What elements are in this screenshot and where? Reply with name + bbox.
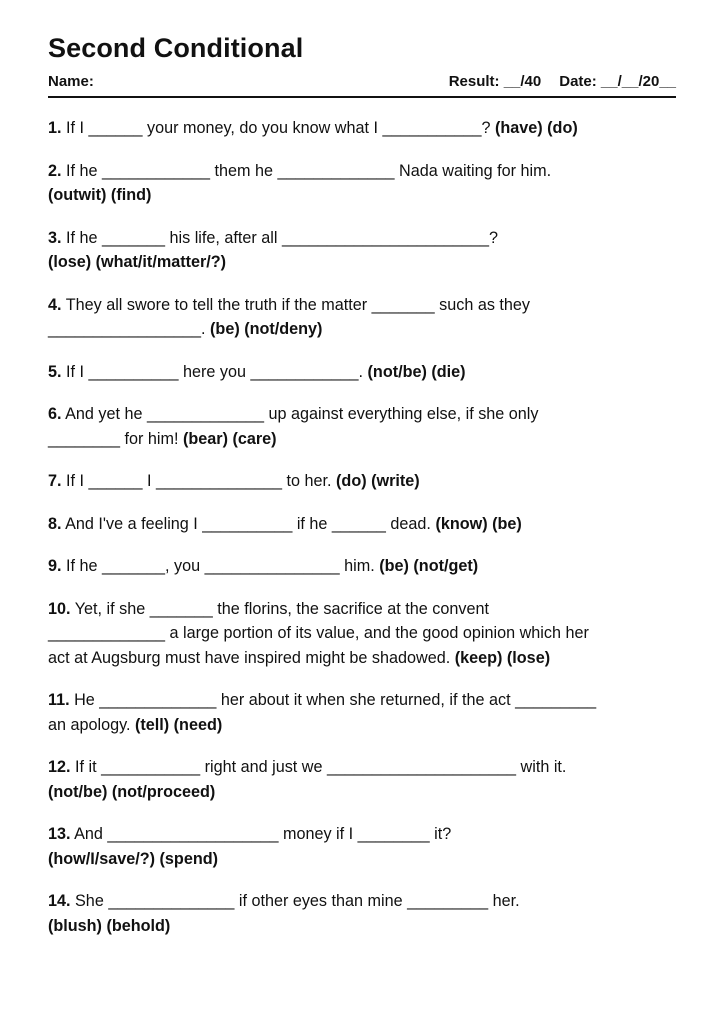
question-13: [48, 822, 676, 871]
question-text: They all swore to tell the truth if the matter _______ such as they: [61, 295, 531, 314]
question-hint: (know) (be): [435, 514, 522, 533]
question-text: He _____________ her about it when she returned, if the act _________: [69, 691, 597, 709]
question-list: [48, 116, 676, 938]
question-text: If I ______ your money, do you know what I ___________?: [61, 119, 495, 137]
question-3: [48, 226, 676, 275]
question-text: And ___________________ money if I ________ it?: [70, 825, 452, 843]
question-text-line2: an apology.: [48, 715, 135, 734]
question-hint: (be) (not/deny): [210, 320, 323, 338]
question-number: 10.: [48, 599, 71, 618]
worksheet-page: [48, 28, 676, 938]
question-8: [48, 512, 676, 537]
question-12: [48, 755, 676, 804]
question-hint: (not/be) (not/proceed): [48, 782, 216, 801]
date-label: Date: __/__/20__: [559, 73, 676, 90]
question-number: 8.: [48, 514, 62, 533]
question-text: And I've a feeling I __________ if he ______ dead.: [61, 514, 436, 533]
question-10: [48, 597, 676, 671]
question-number: 14.: [48, 892, 71, 910]
question-number: 12.: [48, 758, 71, 776]
question-6: [48, 402, 676, 451]
question-1: [48, 116, 676, 141]
question-hint: (blush) (behold): [48, 916, 171, 935]
question-7: [48, 469, 676, 494]
question-5: [48, 360, 676, 385]
header-right: [449, 73, 676, 91]
result-label: Result: __/40: [448, 73, 542, 90]
question-4: [48, 293, 676, 342]
question-number: 7.: [48, 472, 62, 490]
worksheet-title: Second Conditional: [48, 33, 304, 63]
question-hint: (lose) (what/it/matter/?): [48, 253, 227, 271]
question-number: 1.: [48, 119, 62, 137]
question-2: [48, 159, 676, 208]
question-text: If he _______ his life, after all _______________________?: [61, 228, 499, 247]
question-number: 6.: [48, 405, 62, 423]
question-text: Yet, if she _______ the florins, the sacrifice at the convent: [70, 599, 489, 618]
question-text: If I ______ I ______________ to her.: [61, 472, 337, 490]
question-11: [48, 688, 676, 737]
question-text-line2: _________________.: [48, 320, 211, 338]
question-hint: (not/be) (die): [367, 362, 466, 381]
question-text-line2: _____________ a large portion of its value, and the good opinion which her: [48, 624, 589, 642]
question-text: If it ___________ right and just we _____________________ with it.: [70, 758, 567, 776]
question-number: 13.: [48, 825, 71, 843]
question-9: [48, 554, 676, 579]
question-number: 9.: [48, 557, 62, 575]
question-hint: (keep) (lose): [454, 648, 551, 667]
question-hint: (have) (do): [494, 119, 578, 137]
question-hint: (tell) (need): [135, 715, 223, 734]
question-text: If he ____________ them he _____________ Nada waiting for him.: [61, 161, 552, 180]
question-number: 5.: [48, 362, 62, 381]
question-number: 2.: [48, 161, 62, 180]
question-text: And yet he _____________ up against everything else, if she only: [61, 405, 539, 423]
question-text: She ______________ if other eyes than mine _________ her.: [70, 892, 520, 910]
question-hint: (be) (not/get): [379, 557, 479, 575]
question-text: If I __________ here you ____________.: [61, 362, 368, 381]
question-number: 4.: [48, 295, 62, 314]
name-label: Name:: [48, 73, 94, 90]
question-text-line2: ________ for him!: [48, 429, 183, 448]
question-hint: (how/I/save/?) (spend): [48, 849, 218, 868]
question-number: 3.: [48, 228, 62, 247]
question-hint: (do) (write): [336, 472, 420, 490]
question-text-line3: act at Augsburg must have inspired might be shadowed.: [48, 648, 455, 667]
worksheet-header: [48, 73, 676, 98]
question-hint: (bear) (care): [183, 429, 277, 448]
question-14: [48, 889, 676, 938]
question-text: If he _______, you _______________ him.: [61, 557, 380, 575]
question-hint: (outwit) (find): [48, 186, 152, 204]
question-number: 11.: [48, 691, 70, 709]
